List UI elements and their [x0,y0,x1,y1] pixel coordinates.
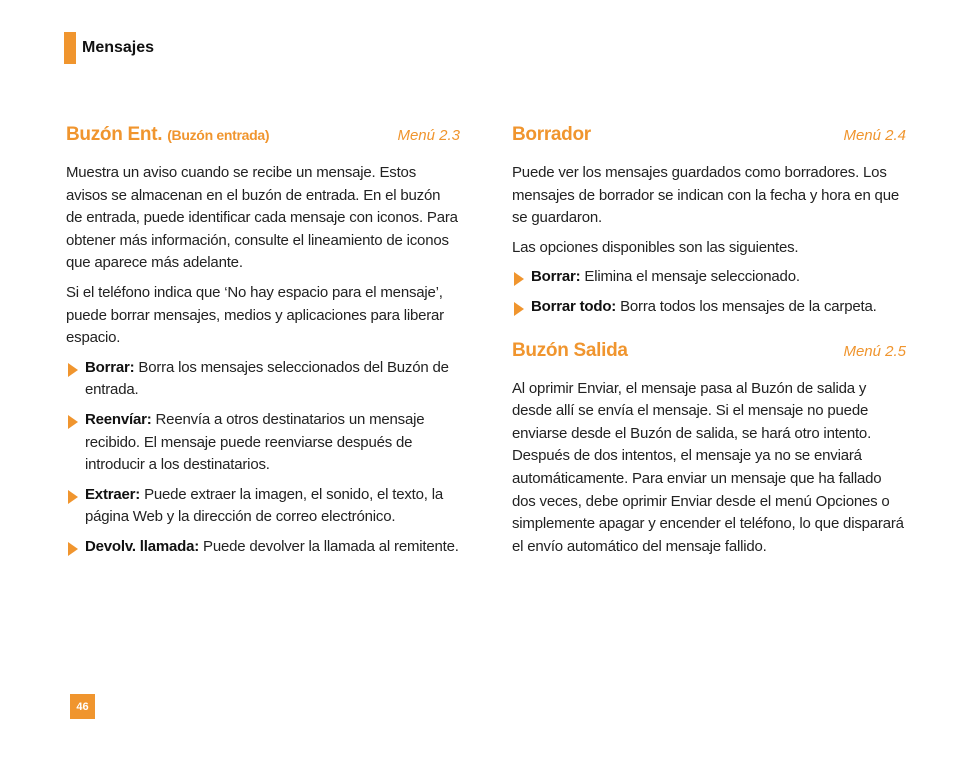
section-title: Buzón Salida [512,339,628,361]
bullet-arrow-icon [68,542,78,556]
bullet-text: Borra todos los mensajes de la carpeta. [616,297,877,315]
bullet-term: Extraer: [85,485,141,503]
section-menu-number: Menú 2.5 [843,342,906,360]
section-title: Borrador [512,124,591,145]
section-title-text: Buzón Ent. [66,124,163,145]
section-spacer [512,326,906,340]
bullet-text: Elimina el mensaje seleccionado. [580,268,800,286]
paragraph: Muestra un aviso cuando se recibe un mensaje. Estos avisos se almacenan en el buzón de entrada. En el buzón de entrada, puede identificar cada mensaje con iconos. Para obtener más información, consulte el lineamiento de iconos que aparece más adelante. [66,164,458,272]
section-heading-borrador [512,124,906,150]
section-subtitle: (Buzón entrada) [167,127,270,143]
bullet-arrow-icon [68,415,78,429]
bullet-term: Borrar: [85,358,135,376]
bullet-item [512,296,906,319]
bullet-term: Devolv. llamada: [85,537,200,555]
bullet-item [66,357,460,402]
bullet-item [66,484,460,529]
bullet-term: Borrar todo: [531,297,617,315]
bullet-arrow-icon [514,272,524,286]
paragraph: Si el teléfono indica que ‘No hay espacio para el mensaje’, puede borrar mensajes, medios y aplicaciones para liberar espacio. [66,283,444,347]
bullet-text: Puede devolver la llamada al remitente. [199,537,459,555]
section-heading-buzon-ent [66,124,460,150]
header-title: Mensajes [82,39,155,56]
section-menu-number: Menú 2.4 [843,127,906,144]
bullet-arrow-icon [68,490,78,504]
right-column [512,124,906,565]
section-heading-buzon-salida [512,340,906,366]
left-column [66,124,460,566]
section-title [66,124,269,146]
page-number: 46 [70,694,95,719]
bullet-text: Puede extraer la imagen, el sonido, el texto, la página Web y la dirección de correo electrónico. [85,485,443,526]
bullet-text: Borra los mensajes seleccionados del Buzón de entrada. [85,358,449,399]
bullet-arrow-icon [68,363,78,377]
paragraph: Al oprimir Enviar, el mensaje pasa al Buzón de salida y desde allí se envía el mensaje. Si el mensaje no puede enviarse desde el Buzón de salida, se hará otro intento. Después de dos intentos, el mensaje ya no se enviará automáticamente. Para enviar un mensaje que ha fallado dos veces, debe oprimir Enviar desde el menú Opciones o simplemente apagar y encender el teléfono, lo que disparará el envío automático del mensaje fallido. [512,379,904,555]
bullet-term: Reenvíar: [85,410,152,428]
page-header [64,32,154,64]
bullet-item [66,409,460,477]
bullet-arrow-icon [514,302,524,316]
bullet-term: Borrar: [531,268,581,286]
paragraph: Las opciones disponibles son las siguientes. [512,238,799,256]
bullet-item [512,266,906,289]
header-accent-bar [64,32,76,64]
section-menu-number: Menú 2.3 [397,127,460,144]
bullet-text: Reenvía a otros destinatarios un mensaje recibido. El mensaje puede reenviarse después de introducir a los destinatarios. [85,410,425,474]
paragraph: Puede ver los mensajes guardados como borradores. Los mensajes de borrador se indican con la fecha y hora en que se guardaron. [512,164,899,227]
bullet-item [66,536,460,559]
